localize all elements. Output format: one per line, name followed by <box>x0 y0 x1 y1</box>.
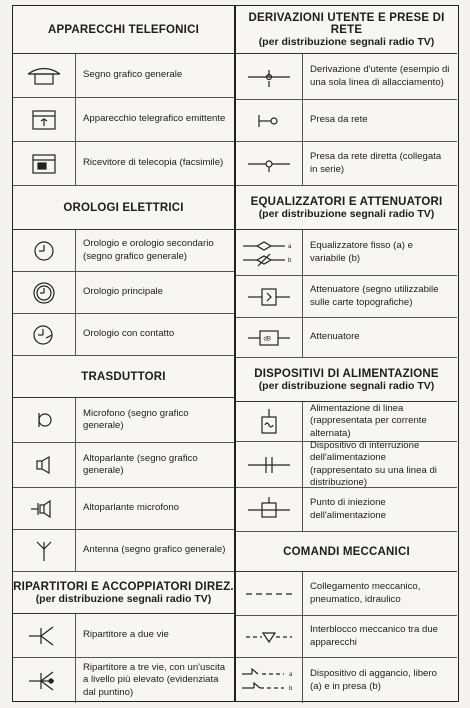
item-label: Segno grafico generale <box>83 69 183 81</box>
equalizer-icon <box>236 230 303 275</box>
item-label: Altoparlante microfono <box>83 502 179 514</box>
list-item <box>236 402 457 442</box>
user-tap-icon <box>236 54 303 99</box>
item-label: Dispositivo di interruzione dell'alimentazione (rappresentato su una linea di distribuzione) <box>310 440 437 488</box>
section-title: DERIVAZIONI UTENTE E PRESE DI RETE <box>248 11 445 36</box>
clock-contact-icon <box>13 314 76 355</box>
item-label: Dispositivo di aggancio, libero (a) e in presa (b) <box>310 668 437 692</box>
attenuator-map-icon <box>236 276 303 317</box>
section-subtitle: (per distribuzione segnali radio TV) <box>258 207 435 220</box>
list-item <box>236 54 457 100</box>
section-title: OROLOGI ELETTRICI <box>63 201 184 214</box>
list-item <box>236 442 457 488</box>
section-title-comandi <box>236 532 457 572</box>
list-item <box>236 230 457 276</box>
item-label: Attenuatore <box>310 331 360 343</box>
item-label: Orologio con contatto <box>83 328 175 340</box>
latch-mark-b: b <box>289 685 293 692</box>
interlock-icon <box>236 616 303 657</box>
section-subtitle: (per distribuzione segnali radio TV) <box>35 592 212 605</box>
section-title-trasduttori <box>13 356 234 398</box>
loudspeaker-microphone-icon <box>13 488 76 529</box>
section-title-telefonici <box>13 6 234 54</box>
item-label: Ricevitore di telecopia (facsimile) <box>83 157 224 169</box>
attenuator-icon <box>236 318 303 357</box>
equalizer-mark-a: a <box>288 243 292 250</box>
section-title: COMANDI MECCANICI <box>283 545 410 558</box>
section-subtitle: (per distribuzione segnali radio TV) <box>258 35 435 48</box>
list-item <box>236 572 457 616</box>
list-item <box>236 658 457 703</box>
two-way-splitter-icon <box>13 614 76 657</box>
list-item <box>13 443 234 488</box>
item-label: Punto di iniezione dell'alimentazione <box>310 497 386 521</box>
series-outlet-icon <box>236 142 303 185</box>
line-power-icon <box>236 402 303 441</box>
item-label: Ripartitore a due vie <box>83 629 169 641</box>
mechanical-link-icon <box>236 572 303 615</box>
three-way-splitter-icon <box>13 658 76 703</box>
attenuator-db-label: dB <box>263 336 271 342</box>
item-label: Microfono (segno grafico generale) <box>83 407 189 431</box>
item-label: Interblocco meccanico tra due apparecchi <box>310 624 438 648</box>
equalizer-mark-b: b <box>288 257 292 264</box>
list-item <box>13 614 234 658</box>
telegraph-apparatus-icon <box>13 98 76 141</box>
list-item <box>13 98 234 142</box>
loudspeaker-icon <box>13 443 76 487</box>
item-label: Orologio principale <box>83 286 163 298</box>
item-label: Antenna (segno grafico generale) <box>83 544 226 556</box>
item-label: Presa da rete <box>310 114 368 126</box>
section-subtitle: (per distribuzione segnali radio TV) <box>258 379 435 392</box>
section-title-equalizzatori <box>236 186 457 230</box>
list-item <box>13 488 234 530</box>
clock-icon <box>13 230 76 271</box>
list-item <box>236 142 457 186</box>
item-label: Collegamento meccanico, pneumatico, idraulico <box>310 581 421 605</box>
item-label: Orologio e orologio secondario (segno grafico generale) <box>83 238 214 262</box>
section-title: DISPOSITIVI DI ALIMENTAZIONE <box>254 367 439 380</box>
list-item <box>13 658 234 703</box>
fax-receiver-icon <box>13 142 76 185</box>
list-item <box>236 488 457 532</box>
telephone-icon <box>13 54 76 97</box>
list-item <box>13 230 234 272</box>
microphone-icon <box>13 398 76 442</box>
latch-icon <box>236 658 303 703</box>
right-column <box>236 6 457 701</box>
master-clock-icon <box>13 272 76 313</box>
section-title-ripartitori <box>13 572 234 614</box>
item-label: Apparecchio telegrafico emittente <box>83 113 226 125</box>
power-interrupt-icon <box>236 442 303 487</box>
item-label: Derivazione d'utente (esempio di una sola linea di allacciamento) <box>310 64 450 88</box>
section-title-derivazioni <box>236 6 457 54</box>
section-title: RIPARTITORI E ACCOPPIATORI DIREZ. <box>13 580 234 593</box>
item-label: Ripartitore a tre vie, con un'uscita a livello più elevato (evidenziata dal puntino) <box>83 662 226 698</box>
list-item <box>13 272 234 314</box>
list-item <box>236 318 457 358</box>
item-label: Attenuatore (segno utilizzabile sulle carte topografiche) <box>310 284 439 308</box>
section-title: EQUALIZZATORI E ATTENUATORI <box>250 195 443 208</box>
list-item <box>236 100 457 142</box>
item-label: Equalizzatore fisso (a) e variabile (b) <box>310 240 413 264</box>
list-item <box>13 398 234 443</box>
power-injection-icon <box>236 488 303 531</box>
item-label: Presa da rete diretta (collegata in serie) <box>310 151 442 175</box>
list-item <box>236 276 457 318</box>
item-label: Altoparlante (segno grafico generale) <box>83 452 198 476</box>
list-item <box>13 54 234 98</box>
section-title-alimentazione <box>236 358 457 402</box>
section-title: APPARECCHI TELEFONICI <box>48 23 199 36</box>
list-item <box>13 142 234 186</box>
symbol-table <box>12 5 459 702</box>
list-item <box>13 314 234 356</box>
antenna-icon <box>13 530 76 571</box>
left-column <box>13 6 234 701</box>
item-label: Alimentazione di linea (rappresentata per corrente alternata) <box>310 403 427 439</box>
latch-mark-a: a <box>289 671 293 678</box>
outlet-icon <box>236 100 303 141</box>
section-title: TRASDUTTORI <box>81 370 166 383</box>
list-item <box>236 616 457 658</box>
section-title-orologi <box>13 186 234 230</box>
list-item <box>13 530 234 572</box>
